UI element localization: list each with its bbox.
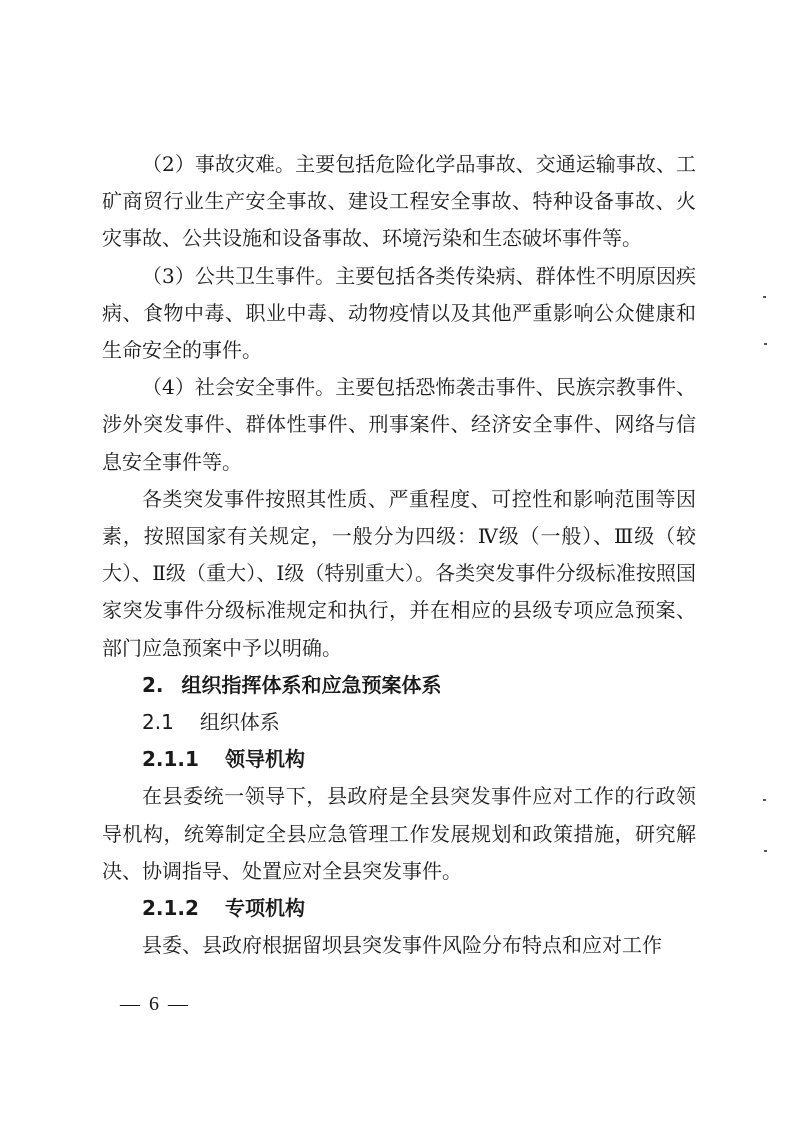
- scan-speck: [763, 799, 766, 801]
- paragraph-social-security: （4）社会安全事件。主要包括恐怖袭击事件、民族宗教事件、涉外突发事件、群体性事件、刑事案件、经济安全事件、网络与信息安全事件等。: [102, 375, 696, 474]
- paragraph-event-levels: 各类突发事件按照其性质、严重程度、可控性和影响范围等因素，按照国家有关规定，一般分为四级：Ⅳ级（一般）、Ⅲ级（较大）、Ⅱ级（重大）、Ⅰ级（特别重大）。各类突发事件分级标准按照国家突发事件分级标准规定和执行，并在相应的县级专项应急预案、部门应急预案中予以明确。: [102, 486, 696, 660]
- heading-section-2-1-2: [102, 890, 696, 927]
- scan-speck: [764, 850, 767, 852]
- heading-number: 2.1.1: [142, 747, 199, 772]
- heading-number: 2.: [142, 672, 164, 697]
- heading-text: 组织体系: [199, 710, 280, 735]
- heading-number: 2.1: [142, 710, 174, 735]
- paragraph-special-agencies: 县委、县政府根据留坝县突发事件风险分布特点和应对工作: [142, 933, 662, 958]
- heading-section-2: [102, 667, 696, 704]
- paragraph-accident-disaster: （2）事故灾难。主要包括危险化学品事故、交通运输事故、工矿商贸行业生产安全事故、建设工程安全事故、特种设备事故、火灾事故、公共设施和设备事故、环境污染和生态破坏事件等。: [102, 152, 696, 251]
- heading-text: 领导机构: [224, 747, 305, 772]
- paragraph-leadership: 在县委统一领导下，县政府是全县突发事件应对工作的行政领导机构，统筹制定全县应急管理工作发展规划和政策措施，研究解决、协调指导、处置应对全县突发事件。: [102, 784, 696, 883]
- paragraph-public-health: （3）公共卫生事件。主要包括各类传染病、群体性不明原因疾病、食物中毒、职业中毒、动物疫情以及其他严重影响公众健康和生命安全的事件。: [102, 263, 696, 363]
- heading-text: 组织指挥体系和应急预案体系: [181, 672, 442, 697]
- heading-section-2-1: [102, 704, 696, 741]
- body-text: [102, 146, 696, 964]
- heading-section-2-1-1: [102, 741, 696, 778]
- page-number: — 6 —: [120, 993, 190, 1015]
- heading-number: 2.1.2: [142, 896, 199, 921]
- heading-text: 专项机构: [224, 896, 305, 921]
- scan-speck: [763, 296, 766, 298]
- scan-speck: [764, 343, 767, 345]
